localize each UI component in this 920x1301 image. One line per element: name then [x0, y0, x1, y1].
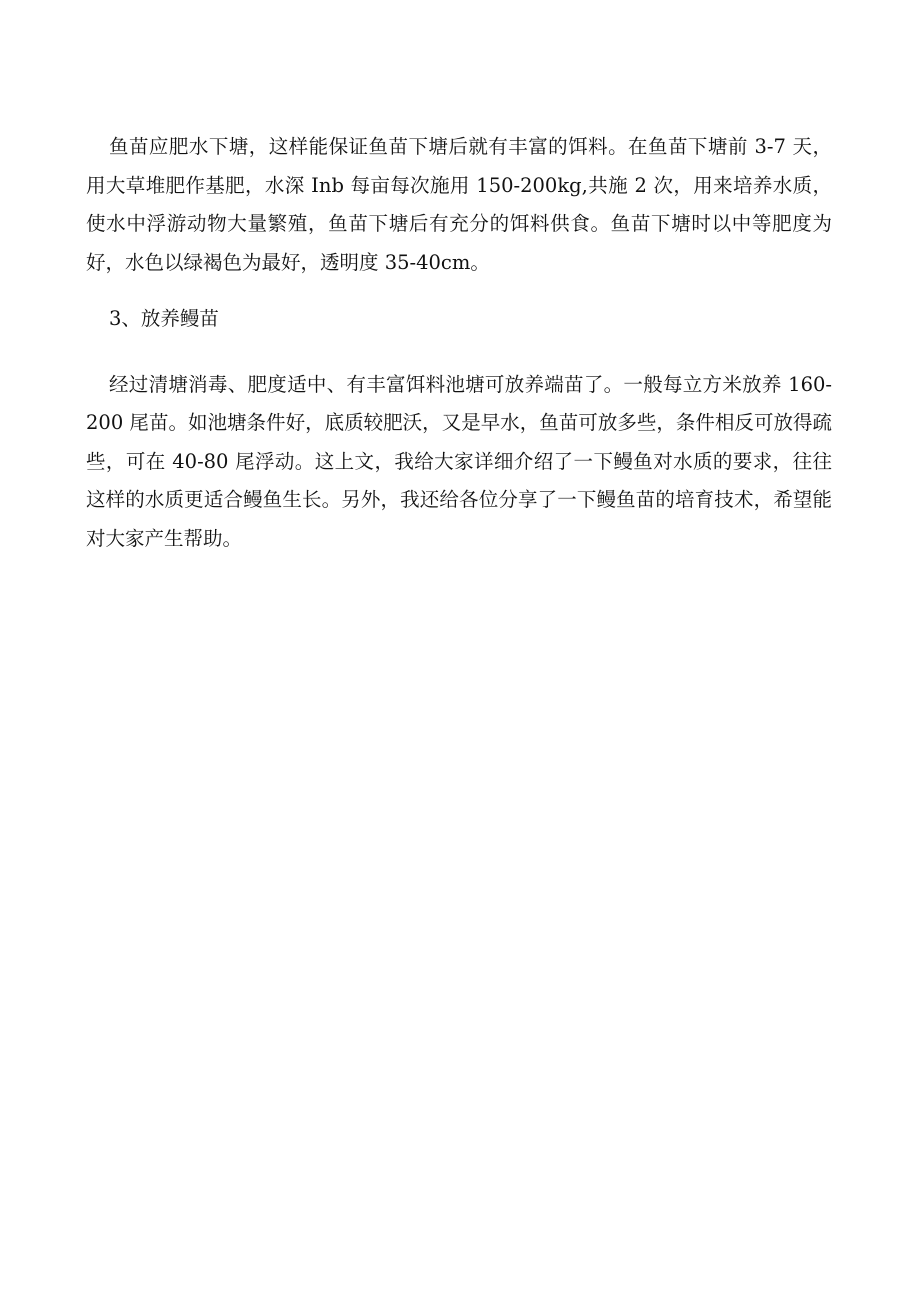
paragraph-stocking-eel-fry: 经过清塘消毒、肥度适中、有丰富饵料池塘可放养端苗了。一般每立方米放养 160-200 尾苗。如池塘条件好，底质较肥沃，又是早水，鱼苗可放多些，条件相反可放得疏些，可在 40-80 尾浮动。这上文，我给大家详细介绍了一下鳗鱼对水质的要求，往往这样的水质更适合鳗鱼生长。另外，我还给各位分享了一下鳗鱼苗的培育技术，希望能对大家产生帮助。	[86, 372, 832, 550]
document-body	[86, 128, 832, 558]
paragraph-fertilize-water: 鱼苗应肥水下塘，这样能保证鱼苗下塘后就有丰富的饵料。在鱼苗下塘前 3-7 天，用大草堆肥作基肥，水深 Inb 每亩每次施用 150-200kg,共施 2 次，用来培养水质，使水中浮游动物大量繁殖，鱼苗下塘后有充分的饵料供食。鱼苗下塘时以中等肥度为好，水色以绿褐色为最好，透明度 35-40cm。	[86, 135, 832, 274]
section-heading-stocking: 3、放养鳗苗	[109, 307, 219, 330]
